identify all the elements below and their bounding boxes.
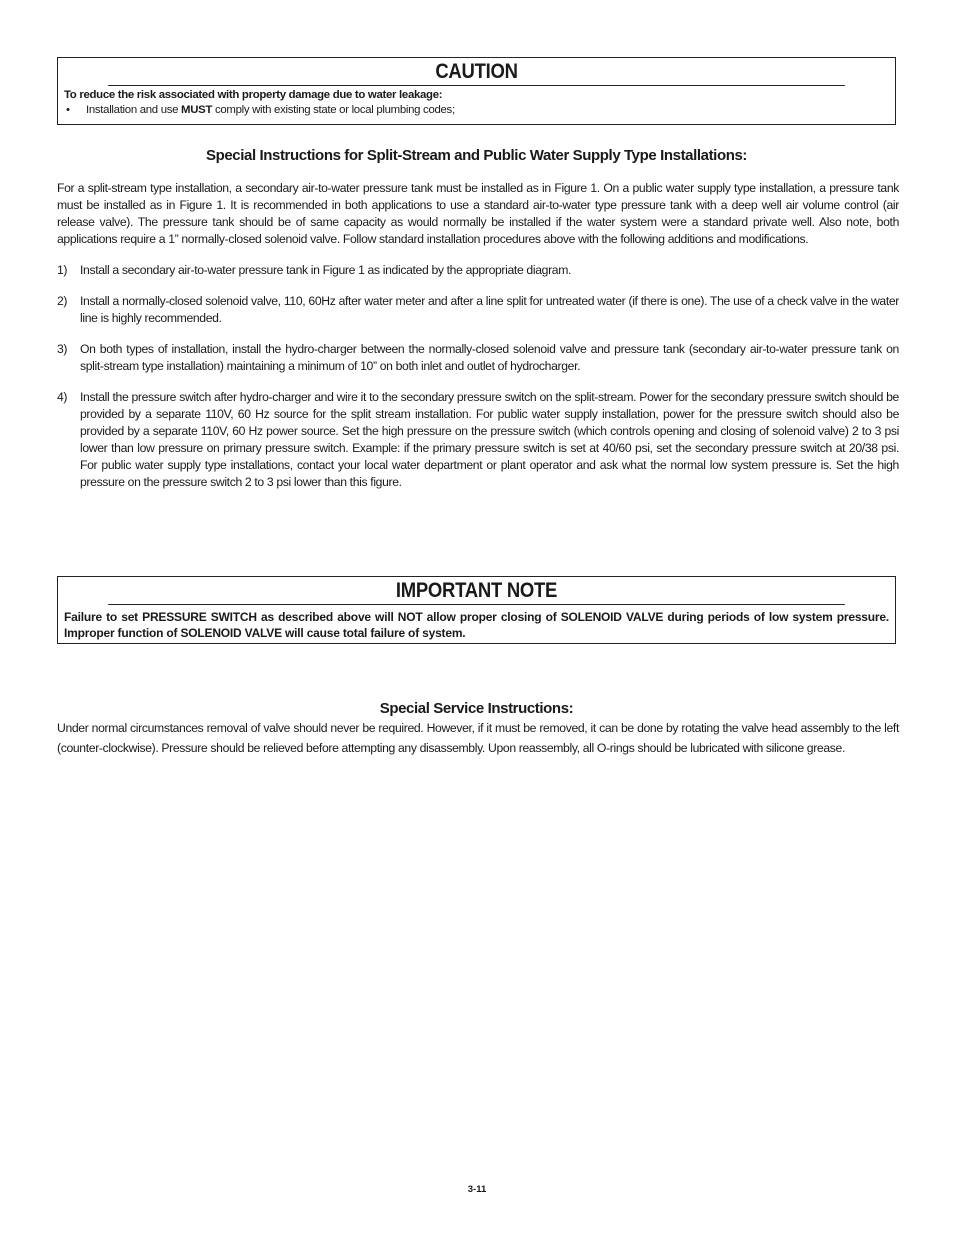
service-text: Under normal circumstances removal of valve should never be required. However, if it must be removed, it can be done by rotating the valve head assembly to the left (counter-clockwise). Pressure should be relieved before attempting any disassembly. Upon reassembly, all O-rings should be lubricated with silicone grease. — [57, 721, 899, 755]
caution-lead: To reduce the risk associated with property damage due to water leakage: — [64, 89, 443, 101]
step-number: 1) — [57, 263, 68, 277]
step-text: Install the pressure switch after hydro-charger and wire it to the secondary pressure switch on the split-stream. Power for the secondary pressure switch should be provided by a separate 110V, 60 Hz source for the split stream installation. For public water supply installation, power for the pressure switch should also be provided by a separate 110V, 60 Hz power source. Set the high pressure on the pressure switch (which controls opening and closing of solenoid valve) 2 to 3 psi lower than low pressure on primary pressure switch. Example: if the primary pressure switch is set at 40/60 psi, set the secondary pressure switch at 20/38 psi. For public water supply type installations, contact your local water department or plant operator and ask what the normal low system pressure is. Set the high pressure on the pressure switch 2 to 3 psi lower than this figure. — [80, 390, 899, 489]
list-item — [57, 389, 899, 491]
page-number: 3-11 — [467, 1184, 487, 1195]
caution-title: CAUTION — [108, 58, 845, 86]
caution-body — [58, 86, 895, 120]
step-number: 2) — [57, 294, 68, 308]
caution-bullet-emphasis: MUST — [181, 104, 213, 116]
step-text: Install a secondary air-to-water pressure tank in Figure 1 as indicated by the appropriate diagram. — [80, 263, 572, 277]
caution-box — [57, 57, 896, 125]
important-note-box — [57, 576, 896, 644]
step-number: 3) — [57, 342, 68, 356]
step-text: Install a normally-closed solenoid valve, 110, 60Hz after water meter and after a line split for untreated water (if there is one). The use of a check valve in the water line is highly recommended. — [80, 294, 899, 325]
important-note-title: IMPORTANT NOTE — [108, 577, 845, 605]
list-item — [57, 341, 899, 375]
step-number: 4) — [57, 390, 68, 404]
caution-bullet-suffix: comply with existing state or local plumbing codes; — [212, 104, 455, 116]
step-text: On both types of installation, install the hydro-charger between the normally-closed solenoid valve and pressure tank (secondary air-to-water pressure tank on split-stream type installation) maintaining a minimum of 10” on both inlet and outlet of hydrocharger. — [80, 342, 899, 373]
caution-bullet-prefix: Installation and use — [86, 104, 182, 116]
split-stream-heading: Special Instructions for Split-Stream and Public Water Supply Type Installations: — [205, 147, 748, 164]
service-heading: Special Service Instructions: — [379, 700, 574, 717]
caution-bullet — [64, 103, 889, 118]
installation-steps — [57, 262, 899, 505]
important-note-text: Failure to set PRESSURE SWITCH as described above will NOT allow proper closing of SOLENOID VALVE during periods of low system pressure. Improper function of SOLENOID VALVE will cause total failure of system. — [64, 610, 889, 640]
list-item — [57, 262, 899, 279]
caution-bullet-text — [86, 103, 455, 118]
bullet-icon: • — [66, 104, 70, 116]
split-stream-intro: For a split-stream type installation, a secondary air-to-water pressure tank must be installed as in Figure 1. On a public water supply type installation, a pressure tank must be installed as in Figure 1. It is recommended in both applications to use a standard air-to-water type pressure tank with a deep well air volume control (air release valve). The pressure tank should be of same capacity as would normally be installed if the water system were a standard private well. Also note, both applications require a 1” normally-closed solenoid valve. Follow standard installation procedures above with the following additions and modifications. — [57, 181, 899, 246]
list-item — [57, 293, 899, 327]
